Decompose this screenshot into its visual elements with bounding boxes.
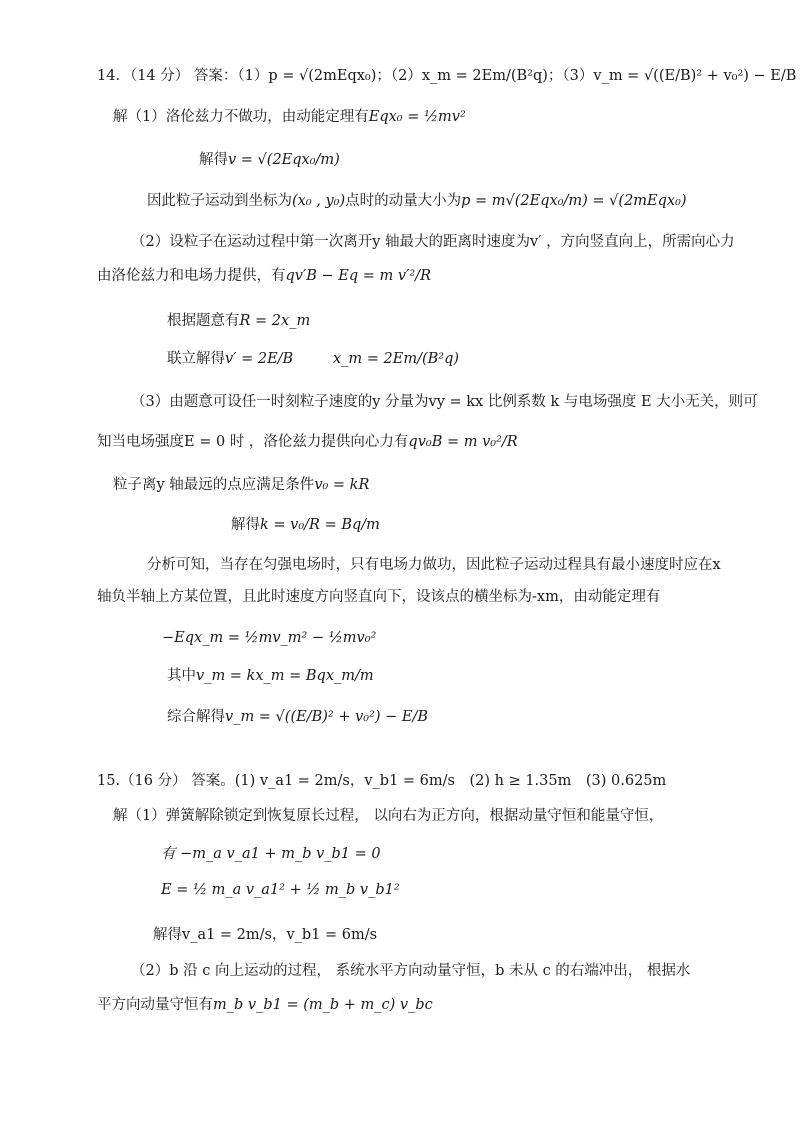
q14-part3-text1-content: （3）由题意可设任一时刻粒子速度的y 分量为vy = kx 比例系数 k 与电场强度 E 大小无关，则可 xyxy=(131,394,758,410)
q14-part2-text1-content: （2）设粒子在运动过程中第一次离开y 轴最大的距离时速度为v′ ，方向竖直向上，所需向心力 xyxy=(131,234,735,250)
q14-part2-text2 xyxy=(97,266,431,286)
q14-part3-text2 xyxy=(97,432,518,452)
q14-part2-text2-content: 由洛伦兹力和电场力提供，有 xyxy=(97,268,286,284)
q14-part1-momentum-equation: p = m√(2Eqx₀/m) = √(2mEqx₀) xyxy=(461,193,687,209)
q14-part3-text5-content: 轴负半轴上方某位置，且此时速度方向竖直向下，设该点的横坐标为-xm，由动能定理有 xyxy=(97,589,661,605)
q15-part1-solve xyxy=(153,925,377,945)
q15-momentum-equation: 有 −m_a v_a1 + m_b v_b1 = 0 xyxy=(161,846,381,862)
q14-part3-k-equation: k = v₀/R = Bq/m xyxy=(260,517,380,533)
q14-part1-result-text2: 点时的动量大小为 xyxy=(345,193,462,209)
q14-part2-radius-equation: R = 2x_m xyxy=(239,313,311,329)
q15-part1-text xyxy=(113,806,663,826)
q14-part2-by-label: 根据题意有 xyxy=(167,313,240,329)
q14-part1-result-text: 因此粒子运动到坐标为 xyxy=(147,193,292,209)
q14-part1-velocity-equation: v = √(2Eqx₀/m) xyxy=(228,152,340,168)
q14-part3-final-label: 综合解得 xyxy=(167,709,225,725)
q14-part1-intro-text: 解（1）洛伦兹力不做功，由动能定理有 xyxy=(113,109,369,125)
q14-part2-xm-result: x_m = 2Em/(B²q) xyxy=(333,351,460,367)
q14-header-text: 14．（14 分） 答案：（1）p = √(2mEqx₀)；（2）x_m = 2Em/(B²q)；（3）v_m = √((E/B)² + v₀²) − E/B xyxy=(97,68,797,84)
q14-part3-text3-content: 粒子离y 轴最远的点应满足条件 xyxy=(113,477,315,493)
q14-part1-result xyxy=(147,191,687,211)
q14-part3-where-label: 其中 xyxy=(167,668,196,684)
q14-part1-energy-equation: Eqx₀ = ½mv² xyxy=(368,109,466,125)
q15-part2-momentum-equation: m_b v_b1 = (m_b + m_c) v_bc xyxy=(213,997,433,1013)
q15-part1-eq2 xyxy=(161,880,400,900)
q14-part2-solve-label: 联立解得 xyxy=(167,351,225,367)
q14-part1-coordinate: (x₀ , y₀) xyxy=(292,193,346,209)
q14-part2-xm xyxy=(333,349,459,369)
q15-header-text: 15.（16 分） 答案。(1) v_a1 = 2m/s，v_b1 = 6m/s (2) h ≥ 1.35m (3) 0.625m xyxy=(97,773,667,789)
q14-part1-solve-label: 解得 xyxy=(199,152,228,168)
q14-part3-text1 xyxy=(131,392,758,412)
q14-part3-text3 xyxy=(113,475,369,495)
q14-part1-intro xyxy=(113,107,466,127)
q14-part2-force-equation: qv′B − Eq = m v′²/R xyxy=(285,268,431,284)
q14-part3-text2-content: 知当电场强度E = 0 时 ，洛伦兹力提供向心力有 xyxy=(97,434,409,450)
q14-part3-energy xyxy=(162,628,376,648)
q14-part3-final xyxy=(167,707,428,727)
q15-energy-equation: E = ½ m_a v_a1² + ½ m_b v_b1² xyxy=(161,882,400,898)
q14-part1-solve xyxy=(199,150,340,170)
q14-part3-text4-content: 分析可知，当存在匀强电场时，只有电场力做功，因此粒子运动过程具有最小速度时应在x xyxy=(147,557,721,573)
q14-part2-velocity-result: v′ = 2E/B xyxy=(225,351,294,367)
q15-part1-eq1 xyxy=(161,844,381,864)
q14-part3-condition-equation: v₀ = kR xyxy=(314,477,370,493)
q15-part2-text1 xyxy=(131,961,690,981)
q14-part3-solve xyxy=(231,515,380,535)
q14-part2-text1 xyxy=(131,232,735,252)
q14-part3-text4 xyxy=(147,555,721,575)
q14-part3-where xyxy=(167,666,374,686)
q15-part2-text2 xyxy=(97,995,433,1015)
q14-part3-final-equation: v_m = √((E/B)² + v₀²) − E/B xyxy=(225,709,429,725)
q14-part2-solve xyxy=(167,349,293,369)
q14-part3-solve-label: 解得 xyxy=(231,517,260,533)
q14-part3-lorentz-equation: qv₀B = m v₀²/R xyxy=(408,434,518,450)
q14-part2-by xyxy=(167,311,310,331)
q15-part1-solve-text: 解得v_a1 = 2m/s，v_b1 = 6m/s xyxy=(153,927,378,943)
q15-header xyxy=(97,771,666,791)
q14-part3-energy-equation: −Eqx_m = ½mv_m² − ½mv₀² xyxy=(162,630,377,646)
q15-part1-text-content: 解（1）弹簧解除锁定到恢复原长过程， 以向右为正方向，根据动量守恒和能量守恒， xyxy=(113,808,664,824)
q14-part3-text5 xyxy=(97,587,660,607)
q15-part2-text1-content: （2）b 沿 c 向上运动的过程， 系统水平方向动量守恒，b 未从 c 的右端冲出， 根据水 xyxy=(131,963,691,979)
q15-part2-text2-content: 平方向动量守恒有 xyxy=(97,997,213,1013)
q14-part3-vm-equation: v_m = kx_m = Bqx_m/m xyxy=(196,668,374,684)
q14-header xyxy=(97,66,796,86)
